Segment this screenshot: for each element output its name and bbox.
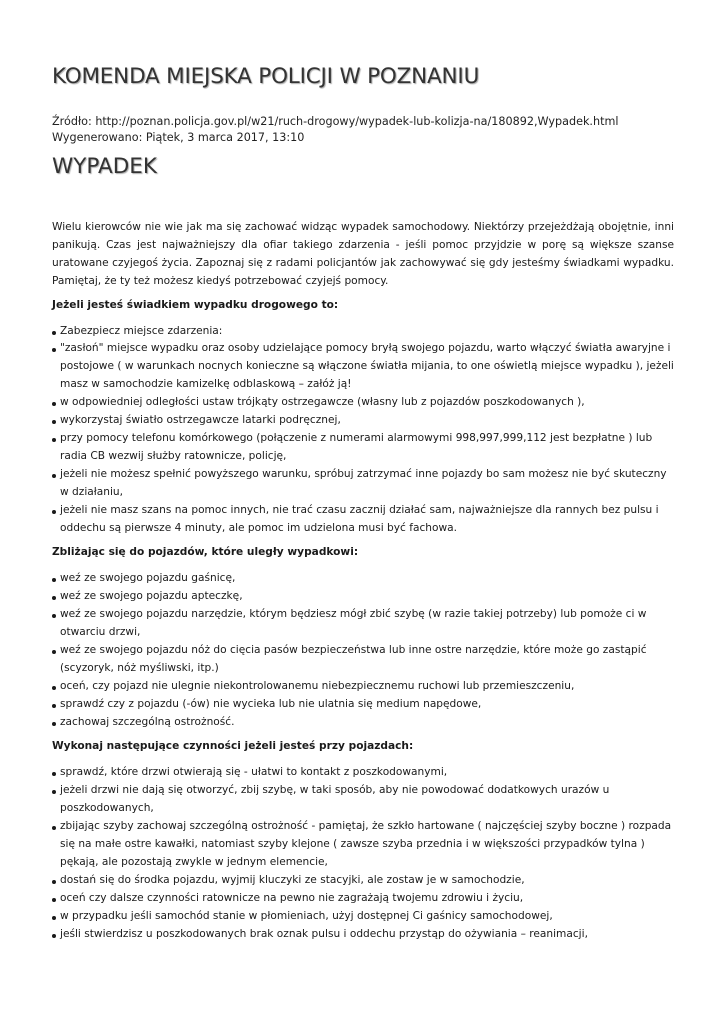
list-item: sprawdź czy z pojazdu (-ów) nie wycieka lub nie ulatnia się medium napędowe, xyxy=(52,696,674,714)
list-item: Zabezpiecz miejsce zdarzenia: xyxy=(52,323,674,341)
list-item: jeżeli nie możesz spełnić powyższego warunku, spróbuj zatrzymać inne pojazdy bo sam możesz nie być skuteczny w działaniu, xyxy=(52,466,674,502)
list-item: w odpowiedniej odległości ustaw trójkąty ostrzegawcze (własny lub z pojazdów poszkodowanych ), xyxy=(52,394,674,412)
list-item: weź ze swojego pojazdu nóż do cięcia pasów bezpieczeństwa lub inne ostre narzędzie, które może go zastąpić (scyzoryk, nóż myśliwski, itp.) xyxy=(52,642,674,678)
list-item: "zasłoń" miejsce wypadku oraz osoby udzielające pomocy bryłą swojego pojazdu, warto włączyć światła awaryjne i postojowe ( w warunkach nocnych konieczne są włączone światła mijania, to one oświetlą miejsce wypadku ), jeżeli masz w samochodzie kamizelkę odblaskową – załóż ją! xyxy=(52,340,674,394)
document-meta xyxy=(52,114,618,146)
list-item: weź ze swojego pojazdu gaśnicę, xyxy=(52,570,674,588)
list-item: oceń czy dalsze czynności ratownicze na pewno nie zagrażają twojemu zdrowiu i życiu, xyxy=(52,890,674,908)
list-item: zbijając szyby zachowaj szczególną ostrożność - pamiętaj, że szkło hartowane ( najczęściej szyby boczne ) rozpada się na małe ostre kawałki, natomiast szyby klejone ( zawsze szyba przednia i w większości przypadków tylna ) pękają, ale pozostają zwykle w jednym elemencie, xyxy=(52,818,674,872)
article-title: WYPADEK xyxy=(52,154,157,179)
article-body xyxy=(52,219,674,950)
list-item: zachowaj szczególną ostrożność. xyxy=(52,714,674,732)
section-heading: Wykonaj następujące czynności jeżeli jesteś przy pojazdach: xyxy=(52,740,414,753)
list-item: dostań się do środka pojazdu, wyjmij kluczyki ze stacyjki, ale zostaw je w samochodzie, xyxy=(52,872,674,890)
section-heading: Jeżeli jesteś świadkiem wypadku drogowego to: xyxy=(52,298,339,311)
section-heading: Zbliżając się do pojazdów, które uległy wypadkowi: xyxy=(52,546,359,559)
site-title: KOMENDA MIEJSKA POLICJI W POZNANIU xyxy=(52,64,480,89)
bullet-list xyxy=(52,570,674,731)
list-item: wykorzystaj światło ostrzegawcze latarki podręcznej, xyxy=(52,412,674,430)
list-item: jeśli stwierdzisz u poszkodowanych brak oznak pulsu i oddechu przystąp do ożywiania – reanimacji, xyxy=(52,926,674,944)
list-item: weź ze swojego pojazdu narzędzie, którym będziesz mógł zbić szybę (w razie takiej potrzeby) lub pomoże ci w otwarciu drzwi, xyxy=(52,606,674,642)
generated-date: Wygenerowano: Piątek, 3 marca 2017, 13:10 xyxy=(52,131,305,144)
list-item: sprawdź, które drzwi otwierają się - ułatwi to kontakt z poszkodowanymi, xyxy=(52,764,674,782)
list-item: oceń, czy pojazd nie ulegnie niekontrolowanemu niebezpiecznemu ruchowi lub przemieszczeniu, xyxy=(52,678,674,696)
list-item: jeżeli drzwi nie dają się otworzyć, zbij szybę, w taki sposób, aby nie powodować dodatkowych urazów u poszkodowanych, xyxy=(52,782,674,818)
bullet-list xyxy=(52,764,674,943)
article-intro: Wielu kierowców nie wie jak ma się zachować widząc wypadek samochodowy. Niektórzy przejeżdżają obojętnie, inni panikują. Czas jest najważniejszy dla ofiar takiego zdarzenia - jeśli pomoc przyjdzie w porę są większe szanse uratowane czyjegoś życia. Zapoznaj się z radami policjantów jak zachowywać się gdy jesteśmy świadkami wypadku. Pamiętaj, że ty też możesz kiedyś potrzebować czyjejś pomocy. xyxy=(52,221,674,287)
bullet-list xyxy=(52,323,674,538)
source-url: Źródło: http://poznan.policja.gov.pl/w21/ruch-drogowy/wypadek-lub-kolizja-na/180892,Wypadek.html xyxy=(52,115,619,128)
list-item: przy pomocy telefonu komórkowego (połączenie z numerami alarmowymi 998,997,999,112 jest bezpłatne ) lub radia CB wezwij służby ratownicze, policję, xyxy=(52,430,674,466)
list-item: w przypadku jeśli samochód stanie w płomieniach, użyj dostępnej Ci gaśnicy samochodowej, xyxy=(52,908,674,926)
list-item: weź ze swojego pojazdu apteczkę, xyxy=(52,588,674,606)
list-item: jeżeli nie masz szans na pomoc innych, nie trać czasu zacznij działać sam, najważniejsze dla rannych bez pulsu i oddechu są pierwsze 4 minuty, ale pomoc im udzielona musi być fachowa. xyxy=(52,502,674,538)
